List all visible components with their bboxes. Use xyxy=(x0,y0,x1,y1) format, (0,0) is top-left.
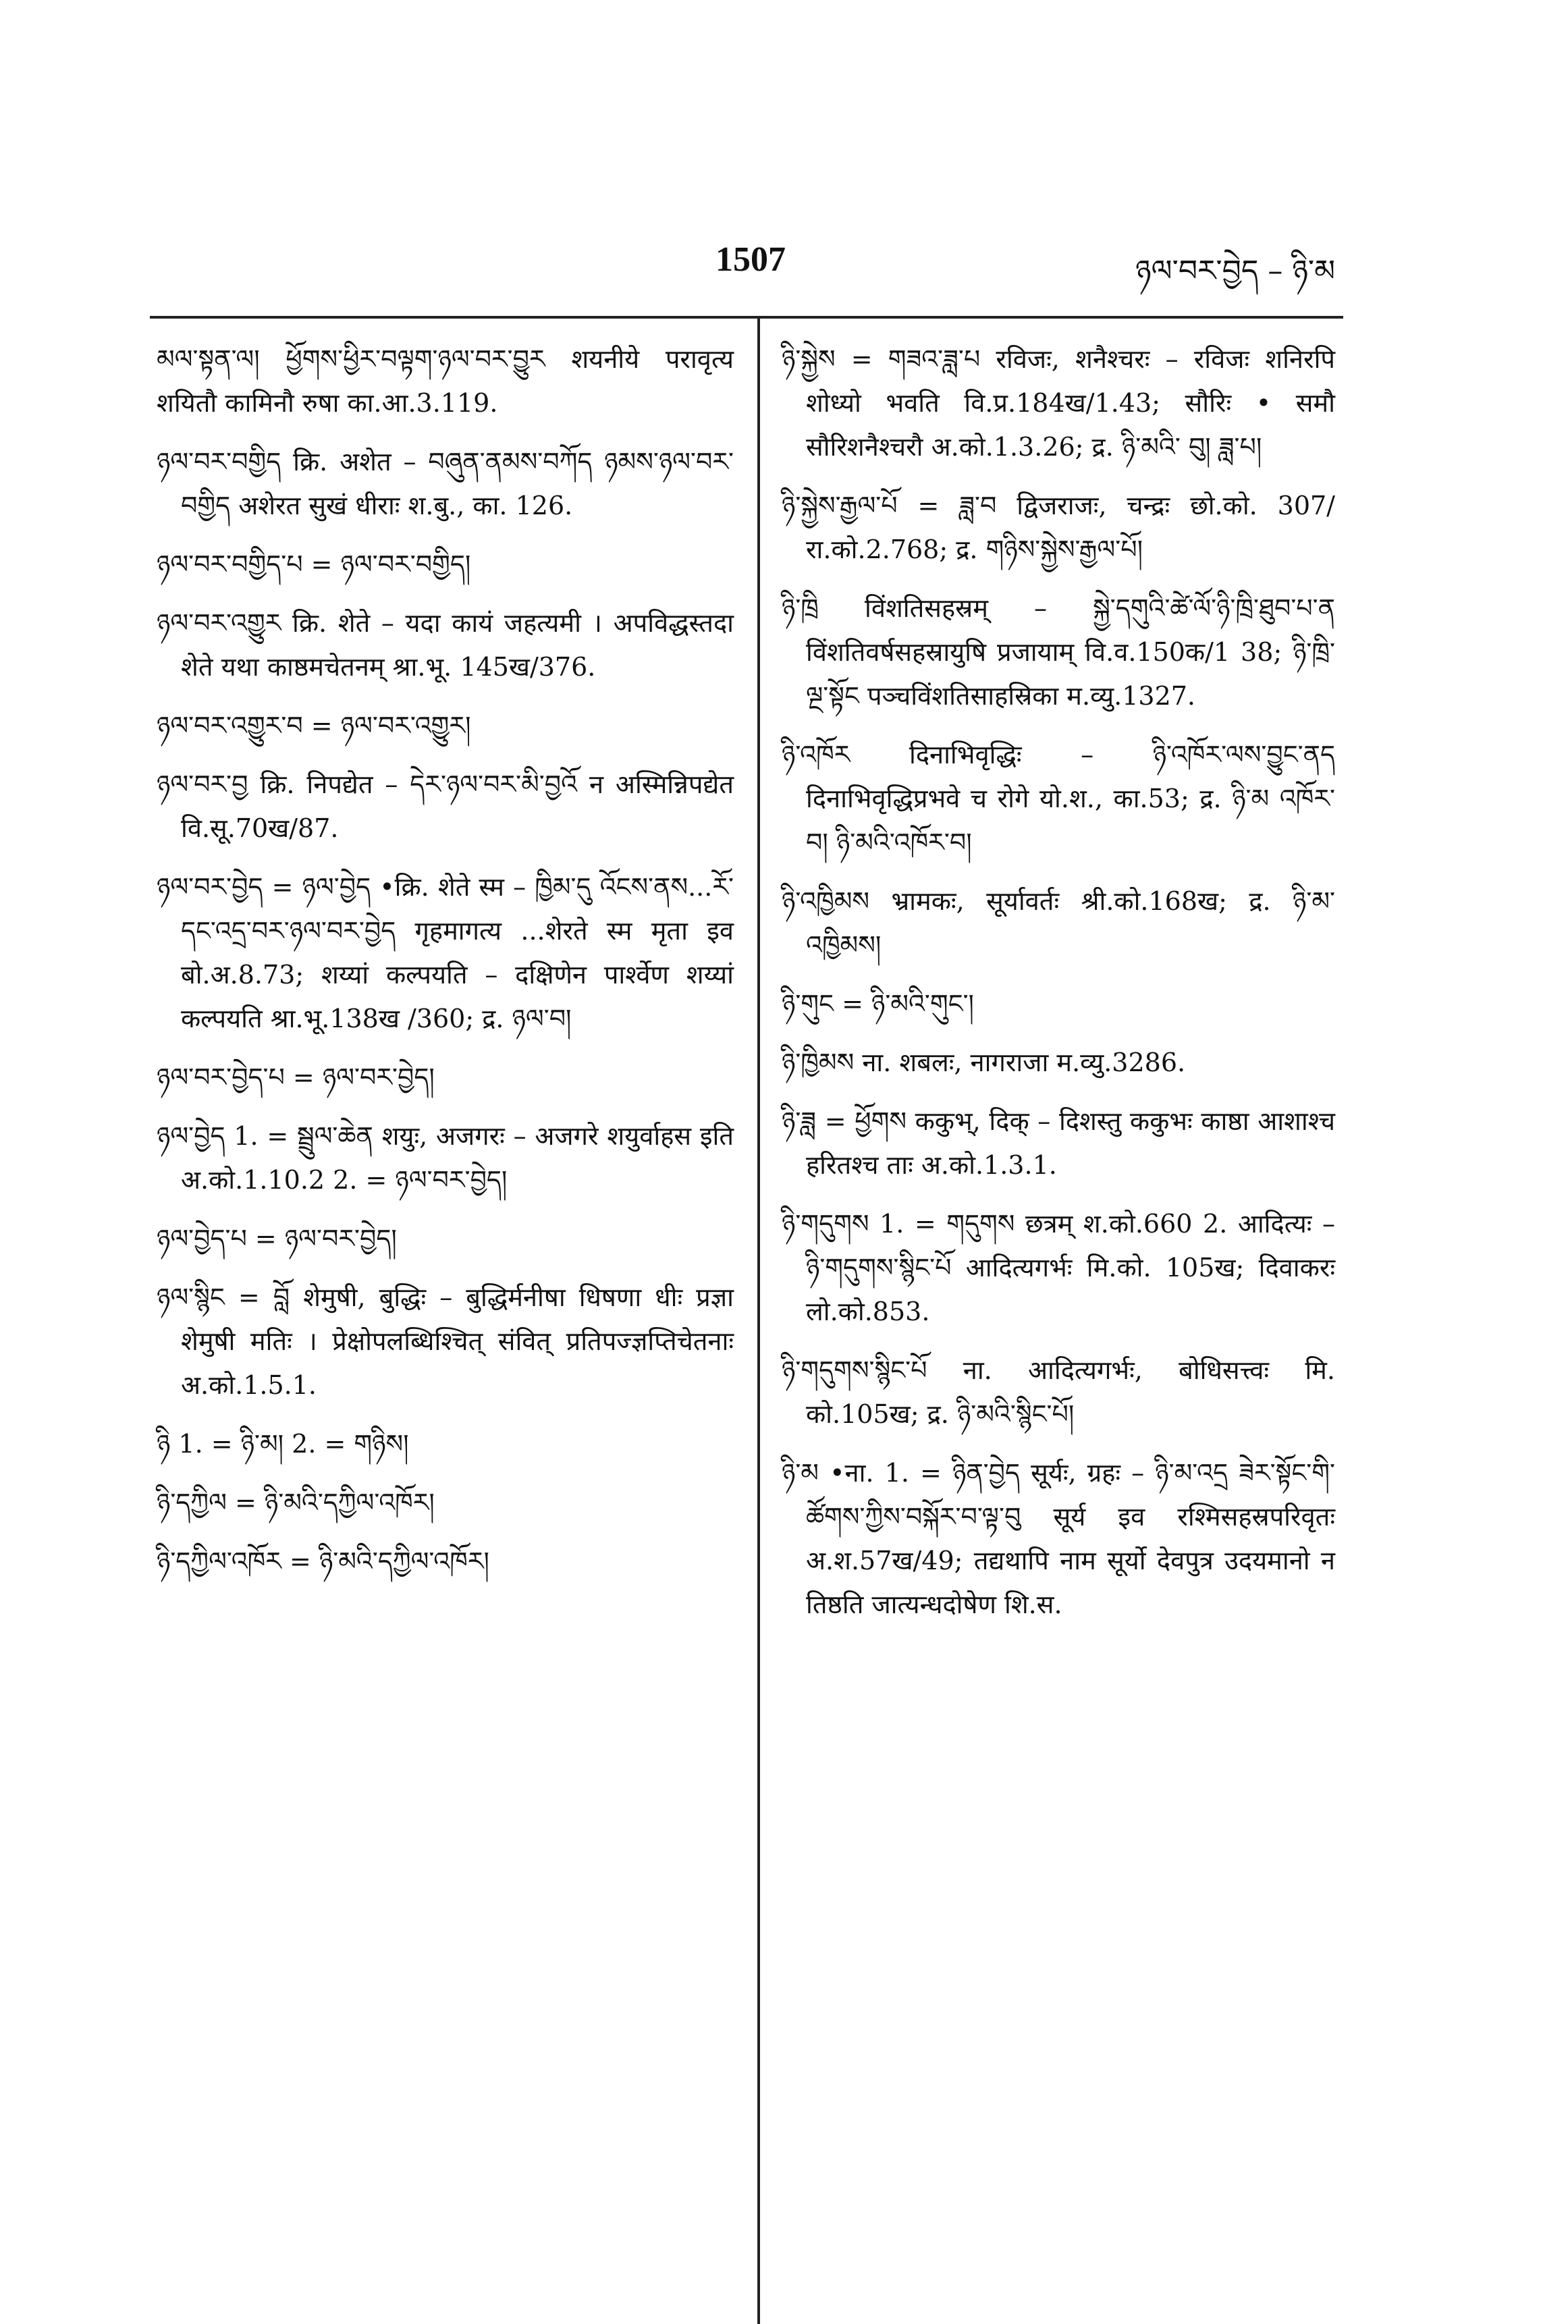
dictionary-entry: ཉལ་བར་བགྱིད क्रि. अशेत – བཞུན་ནམས་བཀོད ཉམས་ཉལ་བར་བགྱིད अशेरत सुखं धीराः श.बु., का. 126. xyxy=(157,447,734,520)
dictionary-entry: ཉི་ཁྱིམས ना. शबलः, नागराजा म.व्यु.3286. xyxy=(782,1048,1186,1077)
left-column xyxy=(157,337,734,1598)
dictionary-entry: ཉི་དཀྱིལ་འཁོར = ཉི་མའི་དཀྱིལ་འཁོར། xyxy=(157,1546,489,1576)
dictionary-entry: ཉལ་བྱེད་པ = ཉལ་བར་བྱེད། xyxy=(157,1224,397,1253)
dictionary-entry: ཉལ་བར་འགྱུར་བ = ཉལ་བར་འགྱུར། xyxy=(157,711,471,740)
right-column xyxy=(782,337,1335,1642)
dictionary-entry: ཉི་དཀྱིལ = ཉི་མའི་དཀྱིལ་འཁོར། xyxy=(157,1488,435,1517)
dictionary-entry: ཉི་མ •ना. 1. = ཉིན་བྱེད सूर्यः, ग्रहः – ཉི་མ་འདྲ ཟེར་སྟོང་གི་ཚོགས་ཀྱིས་བསྐོར་བ་ལྟ་བུ सूर्य इव रश्मिसहस्रपरिवृतः अ.श.57ख/49; तद्यथापि नाम सूर्यो देवपुत्र उदयमानो न तिष्ठति जात्यन्धदोषेण शि.स. xyxy=(782,1458,1335,1619)
dictionary-entry: ཉལ་བར་བགྱིད་པ = ཉལ་བར་བགྱིད། xyxy=(157,549,471,579)
dictionary-entry: ཉི་སྐྱེས = གཟའ་ཟླ་པ रविजः, शनैश्चरः – रविजः शनिरपि शोध्यो भवति वि.प्र.184ख/1.43; सौरिः • समौ सौरिशनैश्चरौ अ.को.1.3.26; द्र. ཉི་མའི་ བུ། ཟླ་པ། xyxy=(782,344,1335,462)
dictionary-entry: ཉི་འཁོར दिनाभिवृद्धिः – ཉི་འཁོར་ལས་བྱུང་ནད दिनाभिवृद्धिप्रभवे च रोगे यो.श., का.53; द्र. ཉི་མ འཁོར་བ། ཉི་མའི་འཁོར་བ། xyxy=(782,740,1335,857)
running-head: ཉལ་བར་བྱེད – ཉི་མ xyxy=(1135,254,1335,288)
dictionary-entry: ཉི་གདུགས་སྙིང་པོ ना. आदित्यगर्भः, बोधिसत्त्वः मि. को.105ख; द्र. ཉི་མའི་སྙིང་པོ། xyxy=(782,1355,1335,1429)
dictionary-entry: མལ་སྟན་ལ། ཕྱོགས་ཕྱིར་བལྟག་ཉལ་བར་བྱུར शयनीये परावृत्य शयितौ कामिनौ रुषा का.आ.3.119. xyxy=(157,344,734,418)
dictionary-entry: ཉལ་བྱེད 1. = སྦྲུལ་ཆེན शयुः, अजगरः – अजगरे शयुर्वाहस इति अ.को.1.10.2 2. = ཉལ་བར་བྱེད། xyxy=(157,1121,734,1195)
dictionary-entry: ཉི 1. = ཉི་མ། 2. = གཉིས། xyxy=(157,1429,409,1459)
column-divider xyxy=(757,316,760,2324)
dictionary-entry: ཉི་འཁྱིམས भ्रामकः, सूर्यावर्तः श्री.को.168ख; द्र. ཉི་མ་འཁྱིམས། xyxy=(782,886,1335,960)
dictionary-entry: ཉལ་བར་བྱེད = ཉལ་བྱེད •क्रि. शेते स्म – ཁྱིམ་དུ འོངས་ནས...རོ་དང་འདྲ་བར་ཉལ་བར་བྱེད गृहमागत्य ...शेरते स्म मृता इव बो.अ.8.73; शय्यां कल्पयति – दक्षिणेन पार्श्वेण शय्यां कल्पयति श्रा.भू.138ख /360; द्र. ཉལ་བ། xyxy=(157,872,734,1033)
dictionary-entry: ཉི་གུང = ཉི་མའི་གུང་། xyxy=(782,989,974,1019)
page-number: 1507 xyxy=(715,240,786,279)
dictionary-entry: ཉལ་བར་བྱ क्रि. निपद्येत – དེར་ཉལ་བར་མི་བྱའོ न अस्मिन्निपद्येत वि.सू.70ख/87. xyxy=(157,769,734,843)
dictionary-entry: ཉལ་སྙིང = བློ शेमुषी, बुद्धिः – बुद्धिर्मनीषा धिषणा धीः प्रज्ञा शेमुषी मतिः । प्रेक्षोपलब्धिश्चित् संवित् प्रतिपज्ज्ञप्तिचेतनाः अ.को.1.5.1. xyxy=(157,1282,734,1400)
dictionary-entry: ཉི་སྐྱེས་རྒྱལ་པོ = ཟླ་བ द्विजराजः, चन्द्रः छो.को. 307/रा.को.2.768; द्र. གཉིས་སྐྱེས་རྒྱལ་པོ། xyxy=(782,491,1335,564)
header-rule xyxy=(150,316,1343,319)
dictionary-entry: ཉི་ཟླ = ཕྱོགས ककुभ्, दिक् – दिशस्तु ककुभः काष्ठा आशाश्च हरितश्च ताः अ.को.1.3.1. xyxy=(782,1106,1335,1180)
dictionary-entry: ཉལ་བར་འགྱུར क्रि. शेते – यदा कायं जहत्यमी । अपविद्धस्तदा शेते यथा काष्ठमचेतनम् श्रा.भू. 145ख/376. xyxy=(157,608,734,682)
dictionary-entry: ཉི་གདུགས 1. = གདུགས छत्रम् श.को.660 2. आदित्यः – ཉི་གདུགས་སྙིང་པོ आदित्यगर्भः मि.को. 105ख; दिवाकरः लो.को.853. xyxy=(782,1209,1335,1326)
dictionary-entry: ཉི་ཁྲི विंशतिसहस्रम् – སྐྱེ་དགུའི་ཚེ་ལོ་ཉི་ཁྲི་ཐུབ་པ་ན विंशतिवर्षसहस्रायुषि प्रजायाम् वि.व.150क/1 38; ཉི་ཁྲི་ལྔ་སྟོང पञ्चविंशतिसाहस्रिका म.व्यु.1327. xyxy=(782,593,1335,711)
dictionary-entry: ཉལ་བར་བྱེད་པ = ཉལ་བར་བྱེད། xyxy=(157,1062,435,1092)
